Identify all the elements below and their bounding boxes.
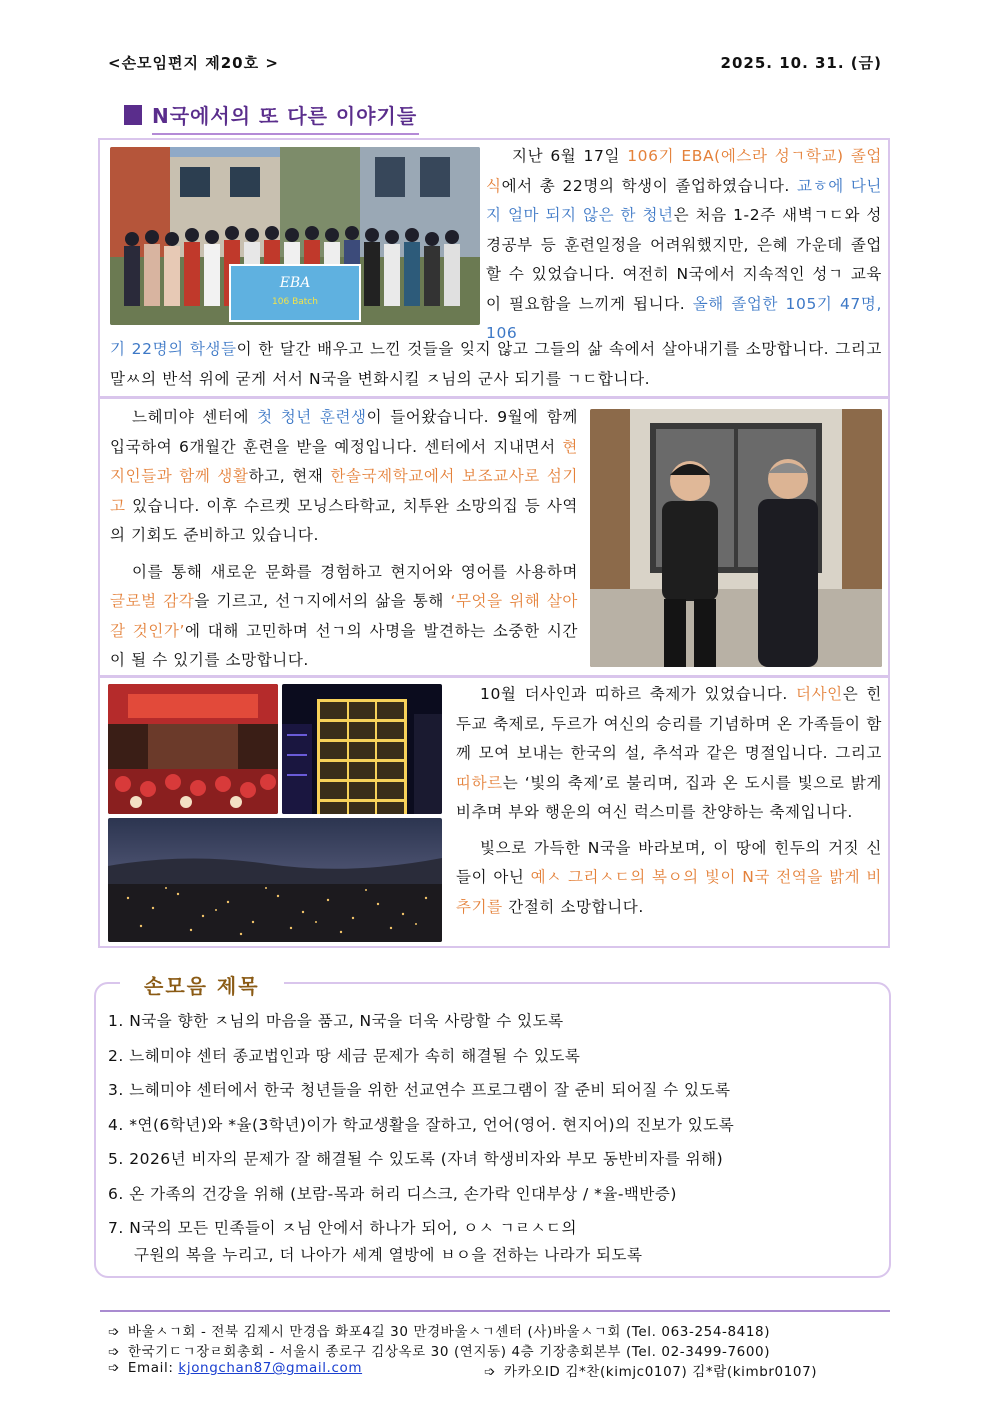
prayer-item: 4. *연(6학년)와 *율(3학년)이가 학교생활을 잘하고, 언어(영어. 현지어)의 진보가 있도록 <box>108 1115 735 1134</box>
story3-text-a: 10월 더사인과 띠하르 축제가 있었습니다. <box>480 685 797 703</box>
email-label: Email: <box>127 1360 179 1376</box>
story1-highlight-youth: 교ㅎ에 다닌지 얼마 되지 않은 한 청년 <box>486 176 882 224</box>
story-trainee <box>98 397 890 677</box>
arrow-icon: ➩ <box>108 1360 120 1376</box>
footer-address-1: 바울ㅅㄱ회 - 전북 김제시 만경읍 화포4길 30 만경바울ㅅㄱ센터 (사)바울ㅅㄱ회 (Tel. 063-254-8418) <box>127 1324 771 1340</box>
story2-text-c: 하고, 현재 <box>248 467 331 485</box>
trainee-photo <box>590 409 882 667</box>
footer-kakao <box>484 1360 817 1380</box>
story2-highlight-living: 현지인들과 함께 생활 <box>110 437 578 485</box>
story3-text-d: 빛으로 가득한 N국을 바라보며, 이 땅에 힌두의 거짓 신들이 아닌 <box>456 838 882 886</box>
story2-text-d: 있습니다. 이후 수르켓 모닝스타학교, 치투완 소망의집 등 사역의 기회도 준비하고 있습니다. <box>110 496 578 544</box>
story-festival <box>98 676 890 948</box>
section-title <box>124 100 417 129</box>
story1-highlight-graduation: 106기 EBA(에스라 성ㄱ학교) 졸업식 <box>486 147 882 195</box>
story2-highlight-global: 글로벌 감각 <box>110 592 195 610</box>
graduation-group-photo <box>110 147 480 325</box>
story1-highlight-batch-1: 올해 졸업한 105기 47명, 106 <box>486 294 882 342</box>
story3-text <box>456 680 882 922</box>
dashain-photo-drawing <box>108 684 278 814</box>
story3-highlight-gospel: 예ㅅ 그리ㅅㄷ의 복ㅇ의 빛이 N국 전역을 밝게 비추기를 <box>456 868 882 916</box>
kakao-id: 카카오ID 김*찬(kimjc0107) 김*람(kimbr0107) <box>503 1364 818 1380</box>
footer-divider <box>100 1310 890 1312</box>
footer-line-2 <box>108 1340 770 1360</box>
night-city-drawing <box>108 818 442 942</box>
story1-highlight-batch-2: 기 22명의 학생들 <box>110 340 237 358</box>
story1-text-c: 은 처음 1-2주 새벽ㄱㄷ와 성경공부 등 훈련일정을 어려워했지만, 은혜 가운데 졸업할 수 있었습니다. 여전히 N국에서 지속적인 성ㄱ 교육이 필요함을 느끼게 됩니다. <box>486 206 882 313</box>
story1-wrap-text <box>486 142 882 349</box>
title-square-icon <box>124 105 142 125</box>
prayer-list <box>108 1004 878 1269</box>
arrow-icon: ➩ <box>108 1324 120 1340</box>
story2-text-g: 에 대해 고민하며 선ㄱ의 사명을 발견하는 소중한 시간이 될 수 있기를 소망합니다. <box>110 621 578 669</box>
prayer-item7-line1: 7. N국의 모든 민족들이 ㅈ님 안에서 하나가 되어, ㅇㅅ ㄱㄹㅅㄷ의 <box>108 1219 577 1237</box>
trainee-photo-drawing <box>590 409 882 667</box>
prayer-item: 3. 느헤미야 센터에서 한국 청년들을 위한 선교연수 프로그램이 잘 준비 되어질 수 있도록 <box>108 1081 731 1099</box>
tihar-lights-building-photo <box>282 684 442 814</box>
story2-highlight-trainee: 첫 청년 훈련생 <box>257 408 367 426</box>
story3-text-c: 는 ‘빛의 축제’로 불리며, 집과 온 도시를 빛으로 밝게 비추며 부와 행운의 여신 럭스미를 찬양하는 축제입니다. <box>456 773 882 821</box>
story3-para1 <box>456 680 882 828</box>
story1-text-a: 지난 6월 17일 <box>512 147 628 165</box>
prayer-item <box>108 1211 878 1269</box>
night-city-photo <box>108 818 442 942</box>
story2-text-e: 이를 통해 새로운 문화를 경험하고 현지어와 영어를 사용하며 <box>132 562 578 581</box>
story1-text-d: 이 한 달간 배우고 느낀 것들을 잊지 않고 그들의 삶 속에서 살아내기를 소망합니다. 그리고 말ㅆ의 반석 위에 굳게 서서 N국을 변화시킬 ㅈ님의 군사 되기를 ㄱㄷ합니다. <box>110 340 882 388</box>
prayer-item: 1. N국을 향한 ㅈ님의 마음을 품고, N국을 더욱 사랑할 수 있도록 <box>108 1012 564 1030</box>
story2-text-a: 느헤미야 센터에 <box>132 408 258 426</box>
story-graduation <box>98 138 890 398</box>
story3-text-b: 은 힌두교 축제로, 두르가 여신의 승리를 기념하며 온 가족들이 함께 모여 보내는 한국의 설, 추석과 같은 명절입니다. 그리고 <box>456 685 882 762</box>
footer-line-3 <box>108 1360 362 1376</box>
prayer-item: 5. 2026년 비자의 문제가 잘 해결될 수 있도록 (자녀 학생비자와 부모 동반비자를 위해) <box>108 1150 724 1168</box>
story2-highlight-purpose: ‘무엇을 위해 살아갈 것인가’ <box>110 592 578 640</box>
section-title-text: N국에서의 또 다른 이야기들 <box>152 104 418 128</box>
prayer-title: 손모음 제목 <box>120 970 284 999</box>
story3-highlight-tihar: 띠하르 <box>456 773 503 792</box>
story3-para2 <box>456 834 882 923</box>
story3-text-e: 간절히 소망합니다. <box>502 897 644 916</box>
story2-para2 <box>110 558 578 676</box>
story1-text-b: 에서 총 22명의 학생이 졸업하였습니다. <box>501 176 798 195</box>
banner-title: EBA <box>279 275 311 291</box>
prayer-item7-line2: 구원의 복을 누리고, 더 나아가 세계 열방에 ㅂㅇ을 전하는 나라가 되도록 <box>134 1246 643 1264</box>
story1-bottom-text <box>110 335 882 394</box>
letter-issue: <손모임편지 제20호 > <box>108 54 279 72</box>
arrow-icon: ➩ <box>108 1344 120 1360</box>
graduation-photo-drawing <box>110 147 480 325</box>
email-link[interactable]: kjongchan87@gmail.com <box>178 1360 363 1376</box>
tihar-building-drawing <box>282 684 442 814</box>
banner-batch: 106 Batch <box>272 297 318 307</box>
footer-address-2: 한국기ㄷㄱ장ㄹ회총회 - 서울시 종로구 김상옥로 30 (연지동) 4층 기장총회본부 (Tel. 02-3499-7600) <box>127 1344 771 1360</box>
dashain-crowd-photo <box>108 684 278 814</box>
arrow-icon: ➩ <box>484 1364 496 1380</box>
story2-text <box>110 403 578 676</box>
letter-date: 2025. 10. 31. (금) <box>720 54 882 72</box>
story2-highlight-teacher: 한솔국제학교에서 보조교사로 섬기고 <box>110 467 579 515</box>
story3-highlight-dashain: 더사인 <box>796 685 843 703</box>
story2-text-b: 이 들어왔습니다. 9월에 함께 입국하여 6개월간 훈련을 받을 예정입니다. 센터에서 지내면서 <box>110 408 579 456</box>
story2-para1 <box>110 403 578 551</box>
prayer-item: 6. 온 가족의 건강을 위해 (보람-목과 허리 디스크, 손가락 인대부상 / *율-백반증) <box>108 1184 677 1203</box>
title-underline <box>152 133 419 135</box>
story2-text-f: 을 기르고, 선ㄱ지에서의 삶을 통해 <box>194 592 451 610</box>
footer-line-1 <box>108 1320 770 1340</box>
prayer-item: 2. 느헤미야 센터 종교법인과 땅 세금 문제가 속히 해결될 수 있도록 <box>108 1046 581 1065</box>
